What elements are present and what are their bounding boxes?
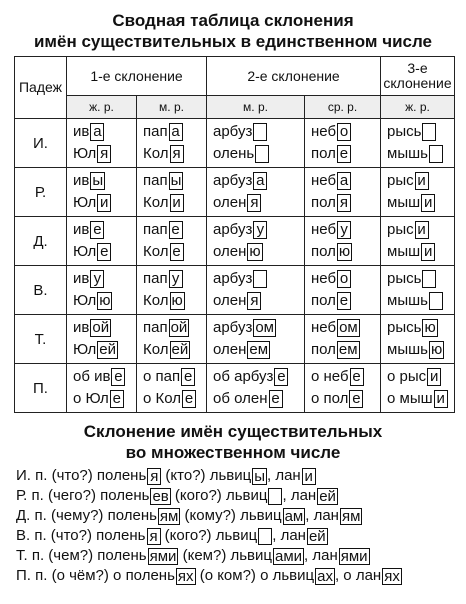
word-form	[387, 121, 454, 143]
word-form	[311, 339, 380, 361]
ending-box	[422, 123, 436, 141]
ending-box: и	[434, 390, 448, 408]
word-form	[73, 241, 136, 263]
word-stem: пап	[143, 123, 168, 140]
word-form	[73, 192, 136, 214]
word-form	[73, 366, 136, 388]
word-stem: о Юл	[73, 390, 109, 407]
word-stem: неб	[311, 270, 337, 287]
plural-text: (кого?) львиц	[170, 487, 268, 504]
ending-box: ю	[430, 341, 443, 359]
declension-cell	[381, 364, 455, 413]
ending-box: у	[253, 221, 267, 239]
declension-cell	[305, 266, 381, 315]
word-form	[311, 121, 380, 143]
plural-text: (кто?) львиц	[161, 467, 252, 484]
word-stem: о пап	[143, 368, 181, 385]
word-form	[311, 388, 380, 410]
word-stem: мыш	[387, 243, 421, 260]
ending-box: ы	[170, 172, 182, 190]
ending-box: е	[350, 368, 364, 386]
ending-box: ей	[99, 341, 116, 359]
word-stem: Кол	[143, 194, 169, 211]
ending-box: и	[302, 468, 316, 485]
word-stem: олен	[213, 194, 247, 211]
plural-text: (кого?) львиц	[160, 527, 258, 544]
plural-line	[16, 566, 456, 586]
word-stem: рысь	[387, 319, 422, 336]
ending-box: ю	[171, 292, 183, 310]
word-form	[311, 219, 380, 241]
ending-box: ам	[284, 507, 304, 525]
ending-box: ям	[159, 507, 179, 525]
word-form	[311, 268, 380, 290]
word-stem: пап	[143, 319, 168, 336]
word-form	[73, 317, 136, 339]
ending-box: ями	[149, 547, 177, 565]
declension-cell	[207, 364, 305, 413]
plural-text: , лан	[282, 487, 317, 504]
word-form	[213, 219, 304, 241]
word-form	[213, 339, 304, 361]
ending-box: я	[147, 468, 161, 485]
group-header-3: 3-е склонение	[381, 57, 455, 96]
declension-cell	[381, 119, 455, 168]
case-label: Р.	[15, 168, 67, 217]
ending-box: ой	[170, 319, 188, 337]
word-stem: о неб	[311, 368, 349, 385]
word-stem: о пол	[311, 390, 349, 407]
case-label: В.	[15, 266, 67, 315]
word-form	[73, 388, 136, 410]
ending-box: я	[97, 145, 111, 163]
ending-box: ях	[384, 567, 400, 585]
plural-text: П. п. (о чём?) о полень	[16, 567, 175, 584]
ending-box: ям	[341, 507, 361, 525]
ending-box: е	[170, 243, 184, 261]
ending-box: а	[90, 123, 104, 141]
plural-text: , лан	[304, 547, 338, 564]
table-row	[15, 315, 455, 364]
ending-box: ах	[317, 567, 333, 585]
ending-box: е	[274, 368, 288, 386]
plural-text: , лан	[305, 507, 339, 524]
word-stem: Кол	[143, 145, 169, 162]
plural-text: Т. п. (чем?) полень	[16, 547, 147, 564]
plural-line	[16, 486, 456, 506]
word-form	[73, 121, 136, 143]
plural-text: , лан	[267, 467, 301, 484]
word-form	[213, 192, 304, 214]
ending-box: ы	[92, 172, 104, 190]
table-row	[15, 168, 455, 217]
plural-line	[16, 546, 456, 566]
declension-cell	[207, 266, 305, 315]
word-form	[143, 143, 206, 165]
table-row	[15, 217, 455, 266]
gender-header: м. р.	[207, 96, 305, 119]
word-form	[143, 170, 206, 192]
ending-box: я	[247, 292, 261, 310]
word-form	[213, 388, 304, 410]
ending-box: и	[415, 221, 429, 239]
word-form	[213, 366, 304, 388]
ending-box: е	[110, 390, 124, 408]
word-stem: мышь	[387, 341, 428, 358]
ending-box: ы	[254, 467, 265, 485]
word-form	[143, 317, 206, 339]
word-form	[311, 192, 380, 214]
word-stem: пап	[143, 172, 168, 189]
ending-box: о	[337, 123, 351, 141]
word-form	[213, 241, 304, 263]
declension-cell	[207, 217, 305, 266]
plural-text: Д. п. (чему?) полень	[16, 507, 157, 524]
word-form	[311, 143, 380, 165]
word-form	[311, 290, 380, 312]
word-stem: ив	[73, 270, 90, 287]
word-stem: олен	[213, 292, 247, 309]
word-stem: об олен	[213, 390, 268, 407]
word-stem: Кол	[143, 292, 169, 309]
ending-box: е	[111, 368, 125, 386]
gender-header: м. р.	[137, 96, 207, 119]
word-stem: неб	[311, 319, 337, 336]
word-stem: ив	[73, 172, 90, 189]
ending-box: и	[97, 194, 111, 212]
word-stem: неб	[311, 123, 337, 140]
declension-table	[14, 56, 455, 413]
ending-box: ей	[308, 527, 326, 545]
ending-box: я	[170, 145, 184, 163]
word-form	[311, 366, 380, 388]
plural-text: (кем?) львиц	[178, 547, 272, 564]
word-stem: об арбуз	[213, 368, 274, 385]
ending-box: ю	[99, 292, 111, 310]
word-stem: пап	[143, 270, 168, 287]
word-form	[213, 121, 304, 143]
ending-box: а	[337, 172, 351, 190]
ending-box: ом	[255, 319, 274, 337]
word-form	[213, 317, 304, 339]
word-stem: арбуз	[213, 270, 253, 287]
ending-box: е	[269, 390, 283, 408]
word-stem: ив	[73, 221, 90, 238]
word-form	[213, 268, 304, 290]
declension-cell	[207, 315, 305, 364]
case-header: Падеж	[15, 57, 67, 119]
word-form	[213, 170, 304, 192]
word-stem: о мыш	[387, 390, 433, 407]
word-form	[387, 317, 454, 339]
declension-cell	[305, 364, 381, 413]
word-stem: рыс	[387, 221, 414, 238]
plural-text: , лан	[272, 527, 306, 544]
word-stem: пол	[311, 145, 336, 162]
word-form	[143, 290, 206, 312]
word-stem: пол	[311, 194, 336, 211]
word-form	[73, 219, 136, 241]
case-label: Т.	[15, 315, 67, 364]
word-form	[311, 170, 380, 192]
gender-header: ж. р.	[67, 96, 137, 119]
word-stem: рыс	[387, 172, 414, 189]
word-form	[213, 290, 304, 312]
ending-box: е	[181, 368, 195, 386]
ending-box: ей	[319, 487, 336, 505]
ending-box: ю	[249, 243, 261, 261]
word-form	[73, 143, 136, 165]
ending-box: я	[147, 528, 161, 545]
word-stem: рысь	[387, 123, 422, 140]
word-stem: олен	[213, 243, 247, 260]
word-stem: олень	[213, 145, 255, 162]
plural-line	[16, 466, 456, 486]
declension-cell	[137, 168, 207, 217]
ending-box: у	[337, 221, 351, 239]
word-stem: о рыс	[387, 368, 427, 385]
word-stem: Юл	[73, 145, 97, 162]
ending-box: ями	[340, 547, 368, 565]
word-form	[387, 170, 454, 192]
ending-box: е	[182, 390, 196, 408]
declension-cell	[67, 315, 137, 364]
plural-text: И. п. (что?) полень	[16, 467, 147, 484]
case-label: Д.	[15, 217, 67, 266]
ending-box	[258, 528, 272, 545]
word-form	[143, 366, 206, 388]
declension-cell	[67, 119, 137, 168]
word-form	[387, 143, 454, 165]
word-stem: мышь	[387, 145, 428, 162]
ending-box: у	[90, 270, 104, 288]
ending-box: ев	[152, 487, 169, 505]
word-stem: мыш	[387, 194, 421, 211]
plural-line	[16, 506, 456, 526]
ending-box: е	[90, 221, 104, 239]
word-form	[387, 339, 454, 361]
ending-box: и	[421, 243, 435, 261]
ending-box: е	[97, 243, 111, 261]
declension-cell	[137, 217, 207, 266]
gender-header: ср. р.	[305, 96, 381, 119]
word-form	[143, 219, 206, 241]
plural-list	[16, 466, 456, 586]
declension-cell	[381, 168, 455, 217]
declension-cell	[137, 315, 207, 364]
word-form	[143, 192, 206, 214]
word-form	[143, 241, 206, 263]
word-form	[73, 170, 136, 192]
word-form	[387, 290, 454, 312]
word-stem: о Кол	[143, 390, 182, 407]
table-title-line2: имён существительных в единственном числе	[33, 32, 433, 51]
word-stem: арбуз	[213, 319, 253, 336]
word-form	[143, 121, 206, 143]
declension-cell	[381, 217, 455, 266]
declension-cell	[207, 168, 305, 217]
declension-cell	[137, 364, 207, 413]
declension-cell	[305, 168, 381, 217]
gender-header: ж. р.	[381, 96, 455, 119]
word-stem: неб	[311, 221, 337, 238]
word-stem: олен	[213, 341, 247, 358]
plural-text: , о лан	[334, 567, 382, 584]
declension-cell	[137, 119, 207, 168]
word-stem: пол	[311, 243, 336, 260]
table-row	[15, 119, 455, 168]
word-stem: пап	[143, 221, 168, 238]
ending-box: ем	[249, 341, 269, 359]
word-form	[73, 339, 136, 361]
ending-box: а	[169, 123, 183, 141]
word-stem: пол	[311, 292, 336, 309]
declension-cell	[305, 217, 381, 266]
declension-cell	[67, 168, 137, 217]
word-stem: Юл	[73, 292, 97, 309]
word-stem: пол	[311, 341, 336, 358]
table-title-line1: Сводная таблица склонения	[112, 11, 354, 30]
declension-cell	[67, 266, 137, 315]
ending-box: у	[169, 270, 183, 288]
ending-box: е	[169, 221, 183, 239]
word-stem: мышь	[387, 292, 428, 309]
ending-box: ом	[339, 319, 358, 337]
ending-box: ой	[92, 319, 110, 337]
ending-box: и	[421, 194, 435, 212]
group-header-1: 1-е склонение	[67, 57, 207, 96]
word-stem: рысь	[387, 270, 422, 287]
declension-cell	[381, 315, 455, 364]
word-form	[311, 241, 380, 263]
plural-title-line2: во множественном числе	[125, 443, 341, 462]
word-form	[387, 241, 454, 263]
ending-box	[422, 270, 436, 288]
declension-cell	[67, 364, 137, 413]
ending-box: ю	[338, 243, 351, 261]
word-form	[143, 388, 206, 410]
ending-box: ю	[424, 319, 436, 337]
ending-box	[429, 145, 443, 163]
ending-box: ами	[274, 547, 303, 565]
ending-box: ей	[171, 341, 189, 359]
word-form	[387, 192, 454, 214]
plural-text: Р. п. (чего?) полень	[16, 487, 150, 504]
declension-cell	[137, 266, 207, 315]
word-form	[387, 219, 454, 241]
word-stem: Юл	[73, 243, 97, 260]
word-form	[387, 268, 454, 290]
word-stem: Юл	[73, 341, 97, 358]
ending-box: я	[247, 194, 261, 212]
word-form	[213, 143, 304, 165]
declension-cell	[207, 119, 305, 168]
word-stem: Кол	[143, 341, 169, 358]
word-stem: ив	[73, 123, 90, 140]
case-label: П.	[15, 364, 67, 413]
word-form	[73, 268, 136, 290]
ending-box: о	[337, 270, 351, 288]
word-form	[387, 388, 454, 410]
ending-box: ях	[177, 567, 194, 585]
word-stem: Кол	[143, 243, 169, 260]
ending-box: и	[427, 368, 441, 386]
plural-line	[16, 526, 456, 546]
table-row	[15, 364, 455, 413]
word-stem: об ив	[73, 368, 111, 385]
ending-box	[429, 292, 443, 310]
ending-box: е	[337, 145, 351, 163]
plural-title-line1: Склонение имён существительных	[83, 422, 383, 441]
table-row	[15, 266, 455, 315]
word-form	[311, 317, 380, 339]
ending-box: ем	[338, 341, 358, 359]
word-stem: арбуз	[213, 123, 253, 140]
plural-text: (о ком?) о львиц	[195, 567, 315, 584]
ending-box: я	[337, 194, 351, 212]
group-header-2: 2-е склонение	[207, 57, 381, 96]
declension-cell	[305, 119, 381, 168]
word-stem: неб	[311, 172, 337, 189]
plural-text: (кому?) львиц	[180, 507, 282, 524]
ending-box: и	[415, 172, 429, 190]
ending-box	[268, 488, 282, 505]
ending-box	[253, 123, 267, 141]
word-stem: ив	[73, 319, 90, 336]
declension-cell	[305, 315, 381, 364]
ending-box	[255, 145, 269, 163]
word-stem: Юл	[73, 194, 97, 211]
ending-box: е	[349, 390, 363, 408]
case-label: И.	[15, 119, 67, 168]
word-form	[387, 366, 454, 388]
plural-text: В. п. (что?) полень	[16, 527, 146, 544]
word-stem: арбуз	[213, 221, 253, 238]
word-stem: арбуз	[213, 172, 253, 189]
ending-box	[253, 270, 267, 288]
word-form	[73, 290, 136, 312]
ending-box: а	[253, 172, 267, 190]
word-form	[143, 268, 206, 290]
ending-box: е	[337, 292, 351, 310]
declension-cell	[67, 217, 137, 266]
declension-cell	[381, 266, 455, 315]
word-form	[143, 339, 206, 361]
ending-box: и	[170, 194, 184, 212]
